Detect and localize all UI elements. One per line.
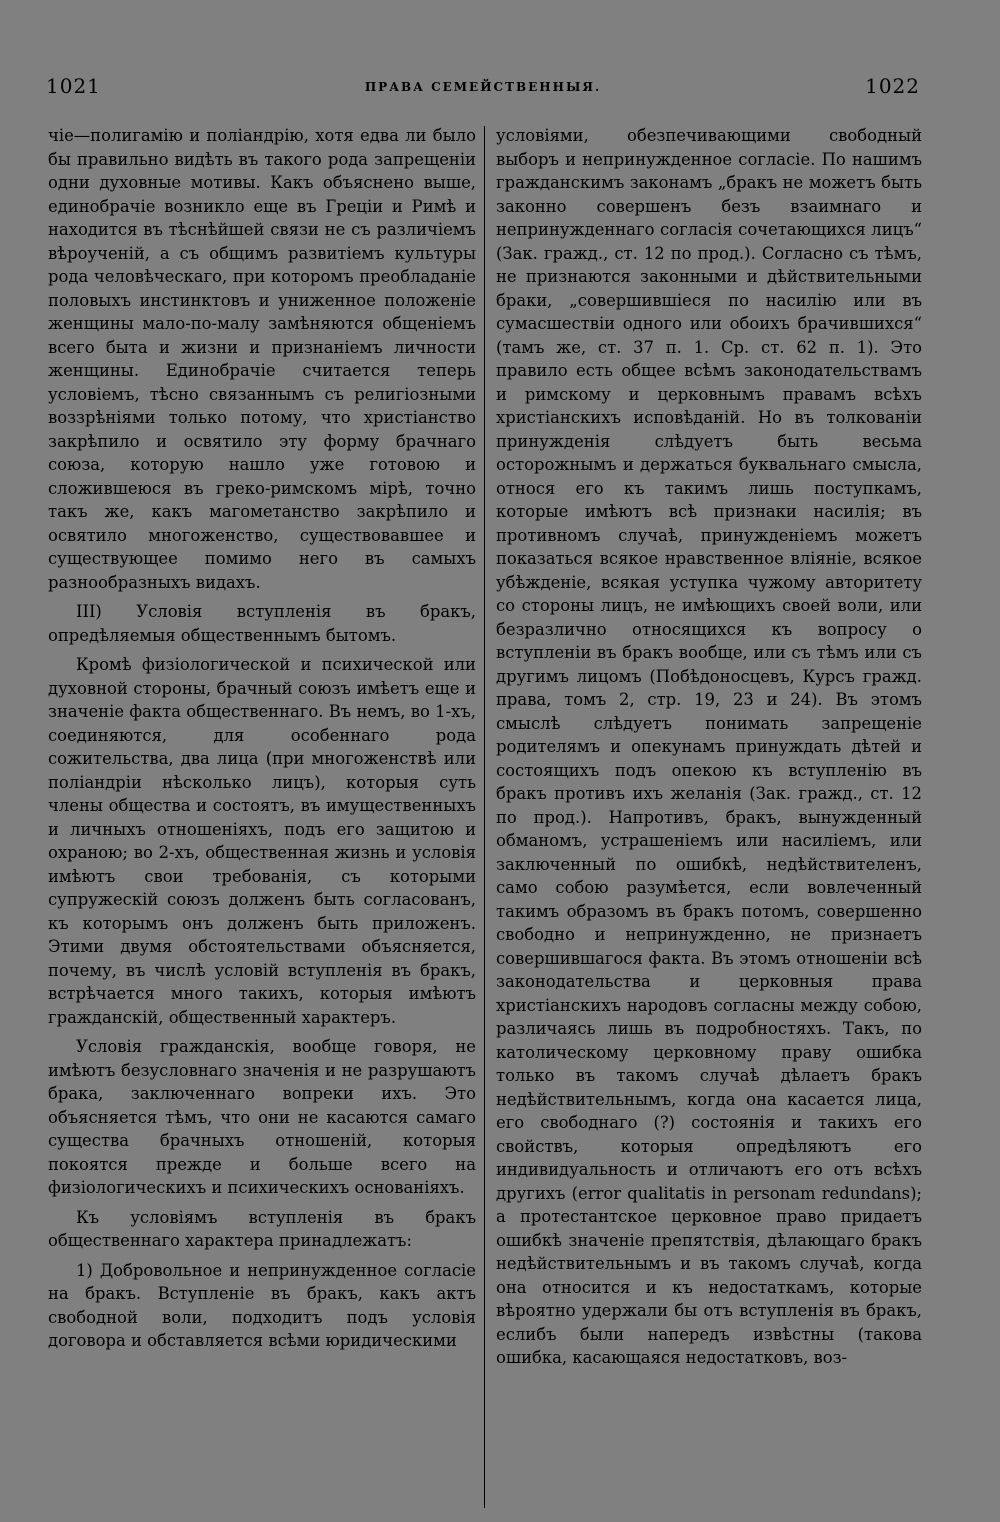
column-divider xyxy=(484,126,485,1508)
running-title: ПРАВА СЕМЕЙСТВЕННЫЯ. xyxy=(364,80,602,94)
paragraph: условіями, обезпечивающими свободный выборъ и непринужденное согласіе. По нашимъ гражданскимъ законамъ „бракъ не можетъ быть законно совершенъ безъ взаимнаго и непринужденнаго согласія сочетающихся лицъ“ (Зак. гражд., ст. 12 по прод.). Согласно съ тѣмъ, не признаются законными и дѣйствительными браки, „совершившіеся по насилію или въ сумасшествіи одного или обоихъ брачившихся“ (тамъ же, ст. 37 п. 1. Ср. ст. 62 п. 1). Это правило есть общее всѣмъ законодательствамъ и римскому и церковнымъ правамъ всѣхъ христіанскихъ исповѣданій. Но въ толкованіи принужденія слѣдуетъ быть весьма осторожнымъ и держаться буквальнаго смысла, относя его къ такимъ лишь поступкамъ, которые имѣютъ всѣ признаки насилія; въ противномъ случаѣ, принужденіемъ можетъ показаться всякое нравственное вліяніе, всякое убѣжденіе, всякая уступка чужому авторитету со стороны лицъ, не имѣющихъ своей воли, или безразлично относящихся къ вопросу о вступленіи въ бракъ вообще, или съ тѣмъ или съ другимъ лицомъ (Побѣдоносцевъ, Курсъ гражд. права, томъ 2, стр. 19, 23 и 24). Въ этомъ смыслѣ слѣдуетъ понимать запрещеніе родителямъ и опекунамъ принуждать дѣтей и состоящихъ подъ опекою къ вступленію въ бракъ противъ ихъ желанія (Зак. гражд., ст. 12 по прод.). Напротивъ, бракъ, вынужденный обманомъ, устрашеніемъ или насиліемъ, или заключенный по ошибкѣ, недѣйствителенъ, само собою разумѣется, если вовлеченный такимъ образомъ въ бракъ потомъ, совершенно свободно и непринужденно, не признаетъ совершившагося факта. Въ этомъ отношеніи всѣ законодательства и церковныя права христіанскихъ народовъ согласны между собою, различаясь лишь въ подробностяхъ. Такъ, по католическому церковному праву ошибка только въ такомъ случаѣ дѣлаетъ бракъ недѣйствительнымъ, когда она касается лица, его свободнаго (?) состоянія и такихъ его свойствъ, которыя опредѣляютъ его индивидуальность и отличаютъ его отъ всѣхъ другихъ (error qualitatis in personam redundans); а протестантское церковное право придаетъ ошибкѣ значеніе препятствія, дѣлающаго бракъ недѣйствительнымъ и въ такомъ случаѣ, когда она относится и къ недостаткамъ, которые вѣроятно удержали бы отъ вступленія въ бракъ, еслибъ были напередъ извѣстны (такова ошибка, касающаяся недостатковъ, воз- xyxy=(496,126,922,1367)
page-number-right: 1022 xyxy=(865,74,920,98)
paragraph: чіе—полигамію и поліандрію, хотя едва ли было бы правильно видѣть въ такого рода запрещеніи одни духовные мотивы. Какъ объяснено выше, единобрачіе возникло еще въ Греціи и Римѣ и находится въ тѣснѣйшей связи не съ различіемъ вѣроученій, а съ общимъ развитіемъ культуры рода человѣческаго, при которомъ преобладаніе половыхъ инстинктовъ и униженное положеніе женщины мало-по-малу замѣняются общеніемъ всего быта и жизни и признаніемъ личности женщины. Единобрачіе считается теперь условіемъ, тѣсно связаннымъ съ религіозными воззрѣніями только потому, что христіанство закрѣпило и освятило эту форму брачнаго союза, которую нашло уже готовою и сложившеюся въ греко-римскомъ мірѣ, точно такъ же, какъ магометанство закрѣпило и освятило многоженство, существовавшее и существующее помимо него въ самыхъ разнообразныхъ видахъ. xyxy=(48,126,476,592)
right-column xyxy=(496,124,922,1370)
paragraph: Условія гражданскія, вообще говоря, не имѣютъ безусловнаго значенія и не разрушаютъ брака, заключеннаго вопреки ихъ. Это объясняется тѣмъ, что они не касаются самаго существа брачныхъ отношеній, которыя покоятся прежде и больше всего на физіологическихъ и психическихъ основаніяхъ. xyxy=(48,1037,476,1197)
page-number-left: 1021 xyxy=(46,74,101,98)
paragraph: Кромѣ физіологической и психической или духовной стороны, брачный союзъ имѣетъ еще и значеніе факта общественнаго. Въ немъ, во 1-хъ, соединяются, для особеннаго рода сожительства, два лица (при многоженствѣ или поліандріи нѣсколько лицъ), которыя суть члены общества и состоятъ, въ имущественныхъ и личныхъ отношеніяхъ, подъ его защитою и охраною; во 2-хъ, общественная жизнь и условія имѣютъ свои требованія, съ которыми супружескій союзъ долженъ быть согласованъ, къ которымъ онъ долженъ быть приложенъ. Этими двумя обстоятельствами объясняется, почему, въ числѣ условій вступленія въ бракъ, встрѣчается много такихъ, которыя имѣютъ гражданскій, общественный характеръ. xyxy=(48,655,476,1027)
page-header xyxy=(46,74,920,106)
paragraph: Къ условіямъ вступленія въ бракъ общественнаго характера принадлежатъ: xyxy=(48,1207,476,1250)
left-column xyxy=(48,124,476,1353)
section-heading: III) Условія вступленія въ бракъ, опредѣляемыя общественнымъ бытомъ. xyxy=(48,602,476,645)
paragraph: 1) Добровольное и непринужденное согласіе на бракъ. Вступленіе въ бракъ, какъ актъ свободной воли, подходитъ подъ условія договора и обставляется всѣми юридическими xyxy=(48,1260,476,1350)
